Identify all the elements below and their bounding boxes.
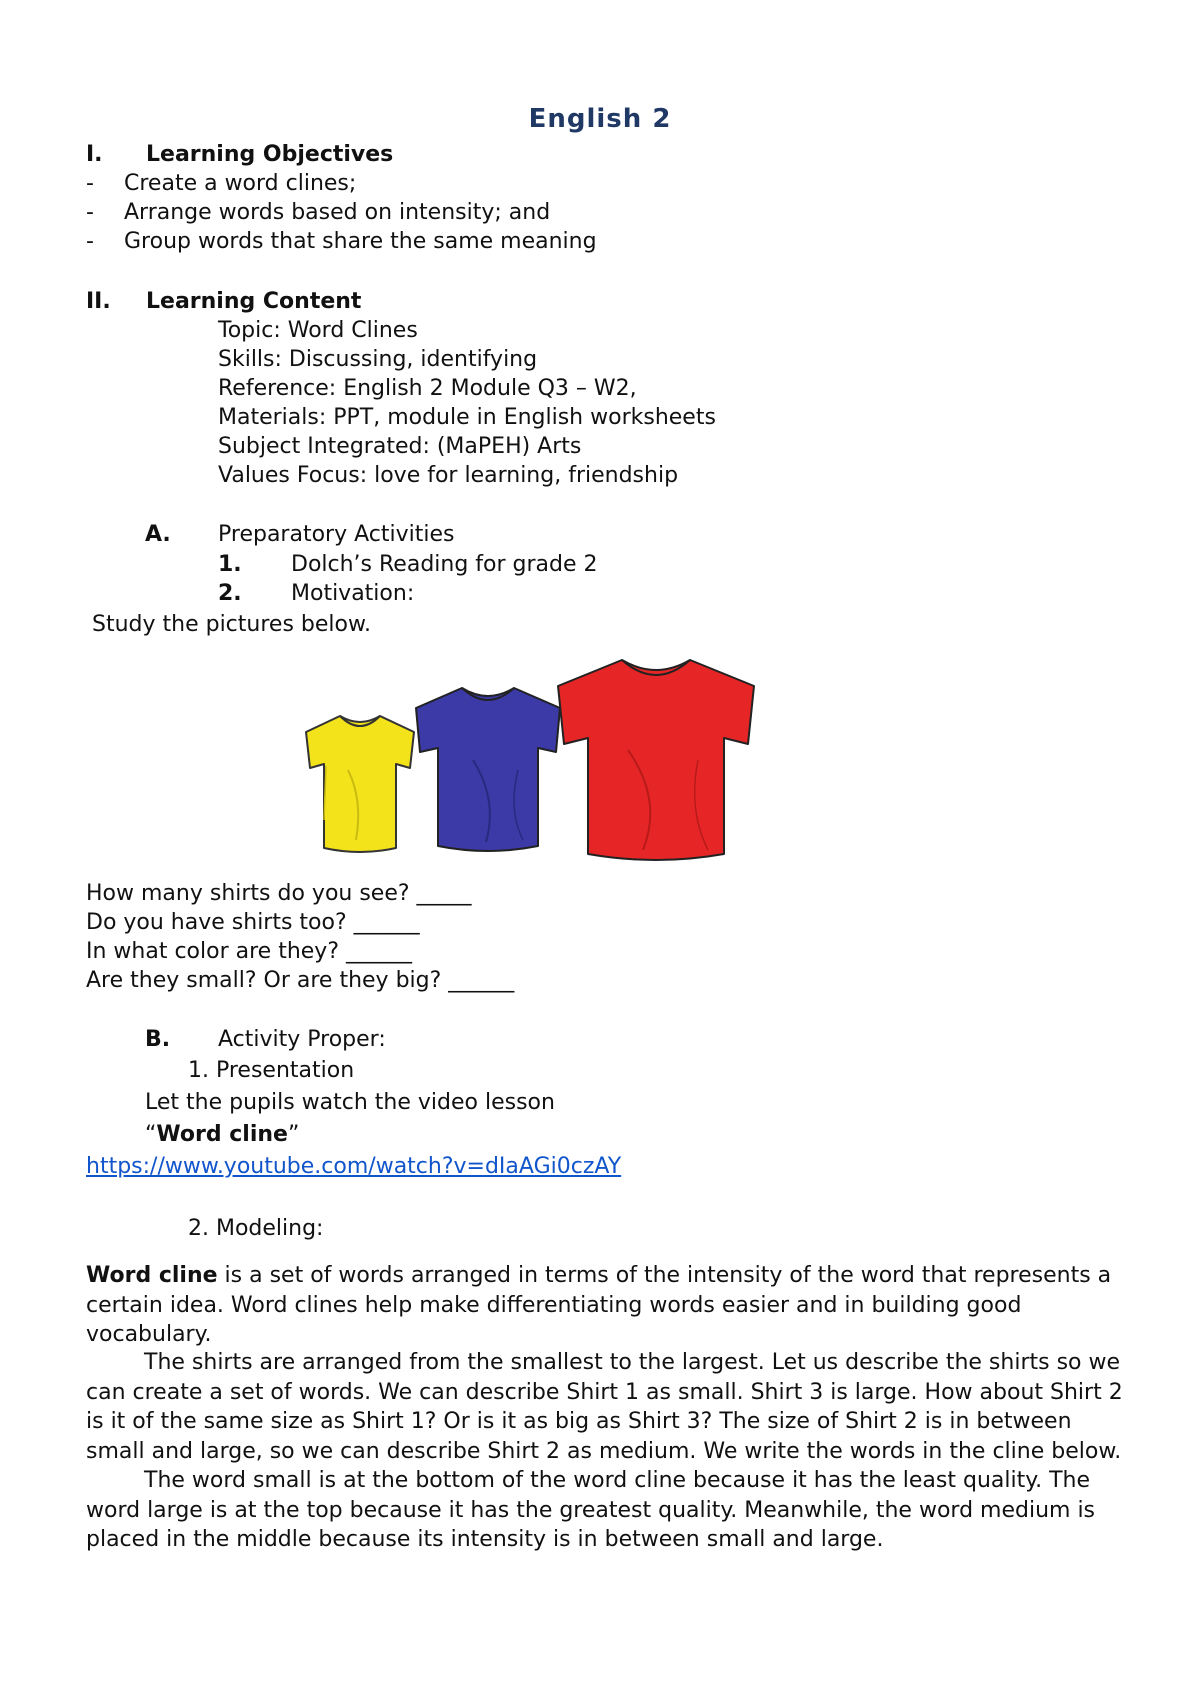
content-detail: Values Focus: love for learning, friendship <box>218 463 679 488</box>
modeling-step: 2. Modeling: <box>188 1216 324 1241</box>
part-a-title: Preparatory Activities <box>218 522 455 547</box>
content-detail: Reference: English 2 Module Q3 – W2, <box>218 376 637 401</box>
definition-term: Word cline <box>86 1263 218 1288</box>
step-number: 1. <box>218 552 242 577</box>
objective-item <box>86 228 597 256</box>
part-a-step <box>218 580 414 608</box>
yellow-shirt-image <box>306 716 414 852</box>
presentation-step: 1. Presentation <box>188 1058 355 1083</box>
objective-text: Create a word clines; <box>124 171 357 196</box>
red-shirt-image <box>558 660 754 860</box>
bullet: - <box>86 229 94 254</box>
bullet: - <box>86 200 94 225</box>
section-2-heading <box>86 288 361 316</box>
video-title-line <box>145 1121 299 1149</box>
content-detail: Subject Integrated: (MaPEH) Arts <box>218 434 582 459</box>
part-a-step <box>218 551 598 579</box>
explanation-paragraphs <box>86 1348 1136 1555</box>
page-title: English 2 <box>528 104 672 134</box>
quote-close: ” <box>287 1122 300 1147</box>
shirts-illustration <box>268 650 808 870</box>
section-2-numeral: II. <box>86 289 111 314</box>
part-a-letter: A. <box>145 522 171 547</box>
part-b-title: Activity Proper: <box>218 1027 386 1052</box>
question-line: Are they small? Or are they big? ______ <box>86 968 515 993</box>
objective-item <box>86 170 356 198</box>
content-detail: Materials: PPT, module in English worksheets <box>218 405 716 430</box>
explanation-paragraph-2: The word small is at the bottom of the word cline because it has the least quality. The word large is at the top because it has the greatest quality. Meanwhile, the word medium is placed in the middle because its intensity is in between small and large. <box>86 1468 1096 1552</box>
content-detail: Topic: Word Clines <box>218 318 418 343</box>
section-1-heading <box>86 141 393 169</box>
question-line: In what color are they? ______ <box>86 939 412 964</box>
question-line: How many shirts do you see? _____ <box>86 881 472 906</box>
objective-text: Arrange words based on intensity; and <box>124 200 551 225</box>
section-2-title: Learning Content <box>146 289 362 314</box>
section-1-title: Learning Objectives <box>146 142 394 167</box>
step-text: Dolch’s Reading for grade 2 <box>291 552 598 577</box>
part-a-heading <box>145 521 454 549</box>
objective-text: Group words that share the same meaning <box>124 229 597 254</box>
quote-open: “ <box>145 1122 157 1147</box>
watch-instruction: Let the pupils watch the video lesson <box>145 1090 555 1115</box>
bullet: - <box>86 171 94 196</box>
objective-item <box>86 199 550 227</box>
step-number: 2. <box>218 581 242 606</box>
explanation-paragraph-1: The shirts are arranged from the smallest to the largest. Let us describe the shirts so we can create a set of words. We can describe Shirt 1 as small. Shirt 3 is large. How about Shirt 2 is it of the same size as Shirt 1? Or is it as big as Shirt 3? The size of Shirt 2 is in between small and large, so we can describe Shirt 2 as medium. We write the words in the cline below. <box>86 1350 1123 1464</box>
step-text: Motivation: <box>291 581 415 606</box>
definition-paragraph <box>86 1261 1136 1350</box>
content-detail: Skills: Discussing, identifying <box>218 347 538 372</box>
study-instruction: Study the pictures below. <box>92 612 371 637</box>
video-link[interactable]: https://www.youtube.com/watch?v=dIaAGi0czAY <box>86 1154 622 1179</box>
definition-text: is a set of words arranged in terms of the intensity of the word that represents a certain idea. Word clines help make differentiating words easier and in building good vocabulary. <box>86 1263 1112 1347</box>
part-b-heading <box>145 1026 386 1054</box>
part-b-letter: B. <box>145 1027 171 1052</box>
blue-shirt-image <box>416 688 560 851</box>
video-title: Word cline <box>156 1122 288 1147</box>
question-line: Do you have shirts too? ______ <box>86 910 420 935</box>
section-1-numeral: I. <box>86 142 103 167</box>
